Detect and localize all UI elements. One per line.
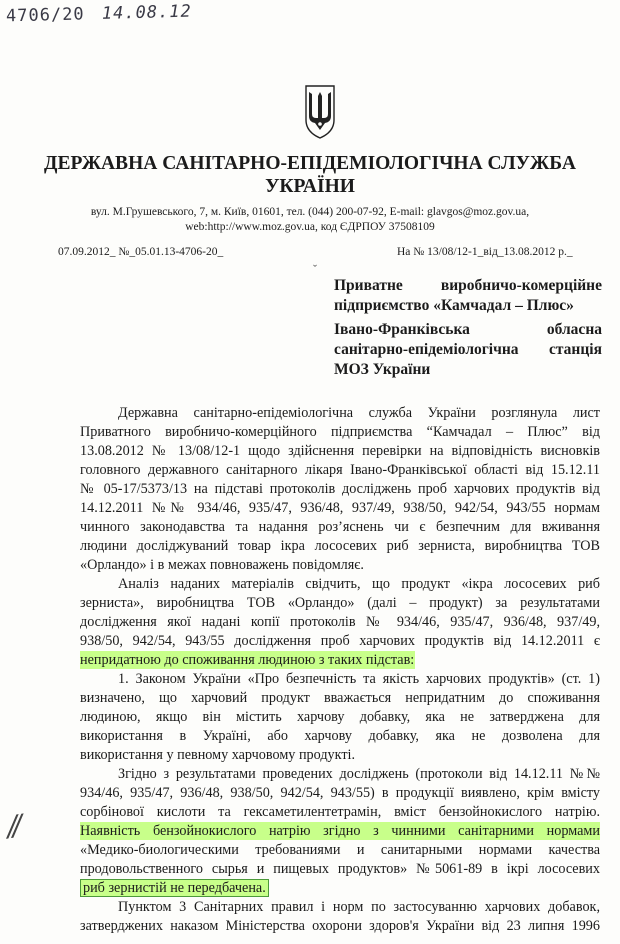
handwritten-number: 4706/20 (5, 4, 85, 27)
addressee-word: обласна (546, 321, 602, 338)
body-line: «Медико-биологическими требованиями и санитарными нормами качества (80, 842, 600, 858)
body-line: сорбінової кислоти та гексаметилентетрамін, вміст бензойнокислого натрію. (80, 804, 600, 820)
body-line: зерниста», виробництва ТОВ «Орландо» (далі – продукт) за результатами (80, 595, 600, 611)
body-line: Приватного виробничо-комерційного підприємства “Камчадал – Плюс” від (80, 424, 600, 440)
addressee-word: Івано-Франківська (334, 321, 470, 338)
body-line-highlighted (80, 822, 600, 841)
body-line: головного державного санітарного лікаря Івано-Франківської області від 15.12.11 (80, 462, 600, 478)
body-line: Аналіз наданих матеріалів свідчить, що продукт «ікра лососевих риб (118, 576, 600, 592)
highlighted-text: Наявність бензойнокислого натрію згідно з чинними санітарними нормами (80, 823, 600, 839)
addressee-line (334, 320, 602, 340)
addressee-word: Приватне (334, 277, 403, 294)
addressee-company (334, 276, 602, 316)
body-line: 14.12.2011 №№ 934/46, 935/47, 936/48, 937/49, 938/50, 942/54, 943/55 нормам (80, 500, 600, 516)
addressee-line (334, 296, 602, 316)
margin-annotation-icon: ⁄⁄ (7, 809, 23, 846)
body-line: використання в Україні, або харчову добавку, яка не дозволена для (80, 728, 600, 744)
body-line: чинного законодавства та надання роз’яснень чи є безпечним для вживання (80, 519, 600, 535)
addressee-word: санітарно-епідеміологічна (334, 341, 519, 358)
letter-body (80, 404, 600, 936)
addressee-word: виробничо-комерційне (440, 277, 602, 294)
body-line: Згідно з результатами проведених досліджень (протоколи від 14.12.11 №№ (118, 766, 600, 782)
body-line: 1. Законом України «Про безпечність та якість харчових продуктів» (ст. 1) (118, 671, 600, 687)
body-line: дослідження якої надані копії протоколів № 934/46, 935/47, 936/48, 937/49, (80, 614, 600, 630)
incoming-reference: На № 13/08/12-1_від_13.08.2012 р._ (397, 246, 573, 258)
body-line-highlighted (80, 651, 600, 670)
body-line: Державна санітарно-епідеміологічна служба України розглянула лист (118, 405, 600, 421)
body-line: № 05-17/5373/13 на підставі протоколів досліджень проб харчових продуктів від (80, 481, 600, 497)
address-line2: web:http://www.moz.gov.ua, код ЄДРПОУ 37508109 (185, 221, 435, 233)
body-line: Пунктом 3 Санітарних правил і норм по застосуванню харчових добавок, (118, 899, 600, 915)
body-line-highlighted (80, 879, 600, 898)
addressee-line (334, 340, 602, 360)
addressee-word: станція (549, 341, 602, 358)
body-line: людини досліджуваний товар ікра лососевих риб зерниста, виробництва ТОВ (80, 538, 600, 554)
agency-title (30, 152, 590, 198)
addressee-sanitary-station (334, 320, 602, 380)
body-line: 938/50, 942/54, 943/55 дослідження проб харчових продуктів від 14.12.2011 є (80, 633, 600, 649)
agency-title-line1: ДЕРЖАВНА САНІТАРНО-ЕПІДЕМІОЛОГІЧНА СЛУЖБА (44, 153, 576, 174)
agency-title-line2: УКРАЇНИ (265, 176, 355, 197)
addressee-word: МОЗ України (334, 361, 431, 378)
body-line: 934/46, 935/47, 936/48, 938/50, 942/54, 943/55) в продукції виявлено, крім вмісту (80, 785, 600, 801)
check-mark-icon: ˇ (313, 262, 317, 276)
body-line: людиною, якщо він містить харчову добавку, яка не затверджена для (80, 709, 600, 725)
addressee-word: підприємство «Камчадал – Плюс» (334, 297, 574, 314)
trident-emblem-icon (301, 82, 339, 140)
body-line: використання у певному харчовому продукті. (80, 747, 356, 763)
agency-address (20, 205, 600, 235)
address-line1: вул. М.Грушевського, 7, м. Київ, 01601, тел. (044) 200-07-92, E-mail: glavgos@moz.gov.ua, (90, 206, 530, 218)
body-line: 13.08.2012 № 13/08/12-1 щодо здійснення перевірки на відповідність висновків (80, 443, 600, 459)
body-line: продовольственного сырья и пищевых продуктов» №5061-89 в ікрі лососевих (80, 861, 600, 877)
handwritten-registration (6, 2, 192, 27)
addressee-line (334, 276, 602, 296)
highlighted-text: непридатною до споживання людиною з таких підстав: (80, 652, 415, 668)
handwritten-date: 14.08.12 (101, 1, 193, 24)
body-line: «Орландо» і в межах повноважень повідомляє. (80, 557, 364, 573)
highlighted-text: риб зернистій не передбачена. (80, 879, 269, 897)
body-line: визначено, що харчовий продукт вважається непридатним до споживання (80, 690, 600, 706)
outgoing-reference: 07.09.2012_ №_05.01.13-4706-20_ (58, 246, 224, 258)
body-line: затверджених наказом Міністерства охорони здоров'я України від 23 липня 1996 (80, 918, 600, 934)
addressee-line (334, 360, 602, 380)
